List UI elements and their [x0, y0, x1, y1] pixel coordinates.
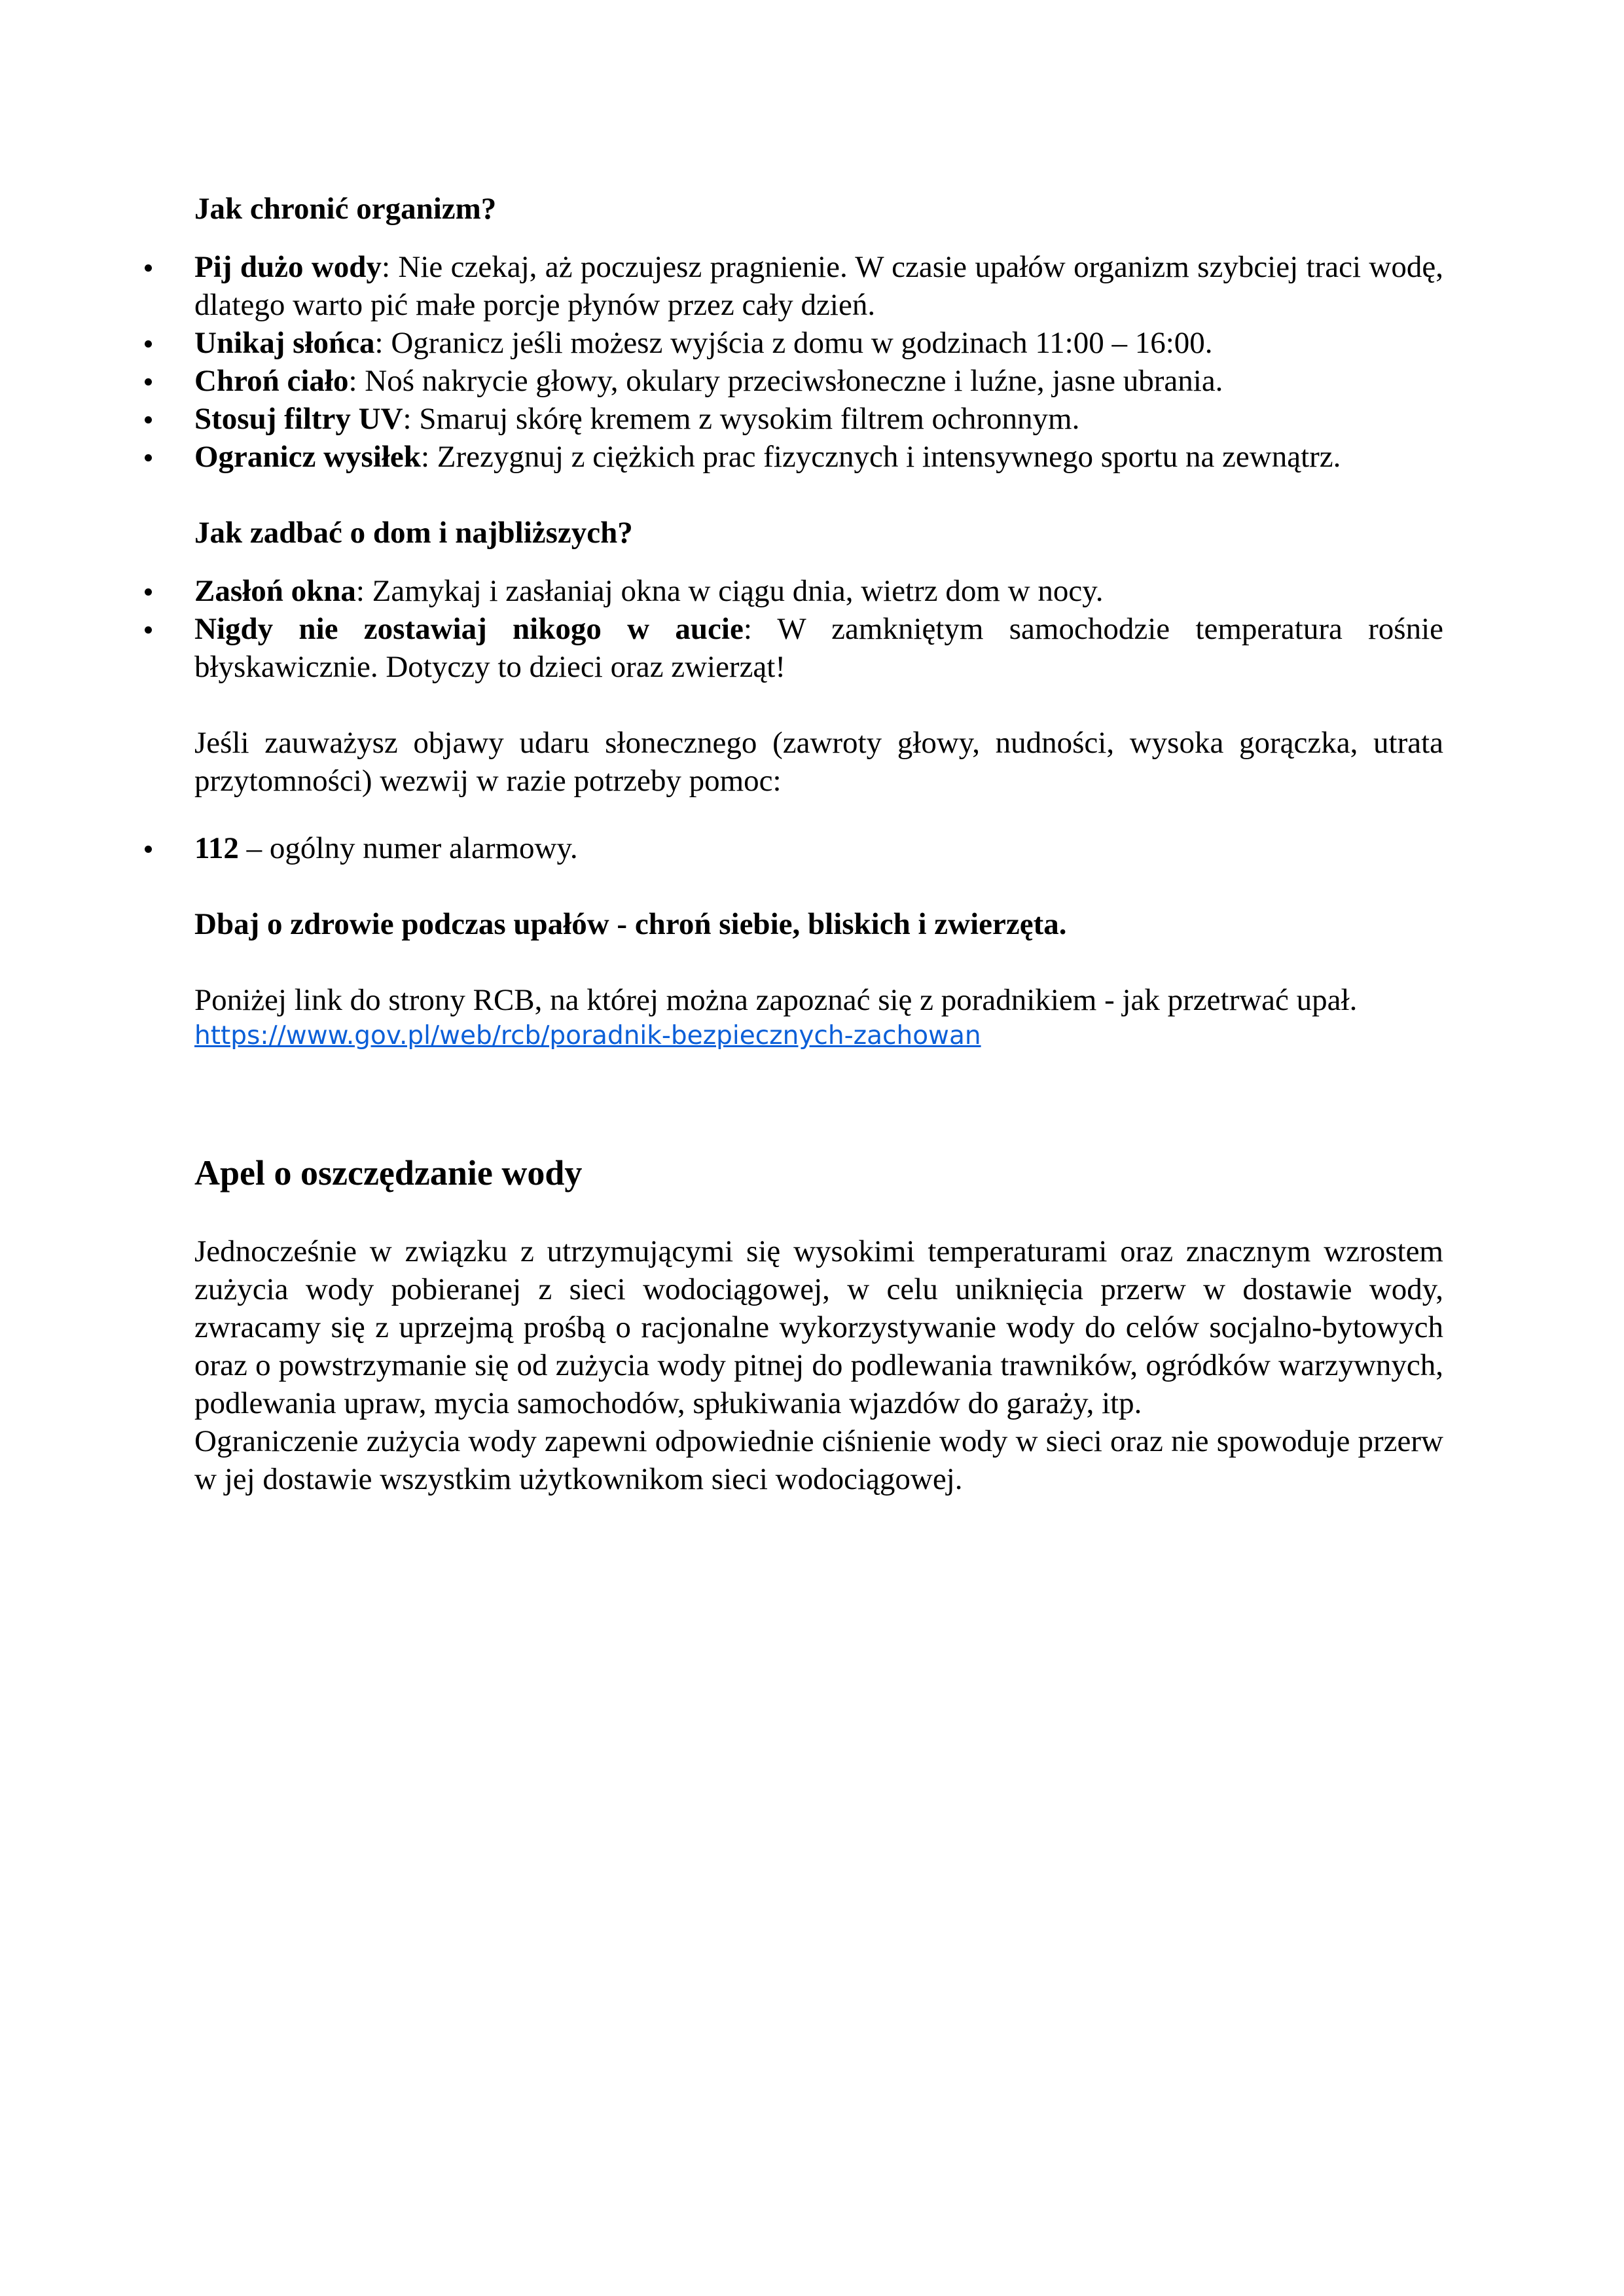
spacer — [194, 867, 1443, 905]
spacer — [194, 686, 1443, 724]
bullet-icon — [145, 378, 152, 386]
bullet-icon — [145, 340, 152, 348]
list-item: Zasłoń okna: Zamykaj i zasłaniaj okna w ciągu dnia, wietrz dom w nocy. — [194, 572, 1443, 610]
spacer — [194, 476, 1443, 514]
list-item: Nigdy nie zostawiaj nikogo w aucie: W zamkniętym samochodzie temperatura rośnie błyskawicznie. Dotyczy to dzieci oraz zwierząt! — [194, 610, 1443, 686]
bullet-icon — [145, 454, 152, 461]
list-emergency — [194, 829, 1443, 867]
bullet-icon — [145, 416, 152, 423]
bullet-icon — [145, 588, 152, 596]
list-item: Pij dużo wody: Nie czekaj, aż poczujesz pragnienie. W czasie upałów organizm szybciej traci wodę, dlatego warto pić małe porcje płynów przez cały dzień. — [194, 248, 1443, 324]
list-item: Stosuj filtry UV: Smaruj skórę kremem z wysokim filtrem ochronnym. — [194, 400, 1443, 438]
bullet-icon — [145, 264, 152, 272]
heading-protect-body: Jak chronić organizm? — [194, 192, 497, 226]
appeal-paragraph-2: Ograniczenie zużycia wody zapewni odpowiednie ciśnienie wody w sieci oraz nie spowoduje przerw w jej dostawie wszystkim użytkownikom sieci wodociągowej. — [194, 1424, 1443, 1496]
spacer — [194, 1053, 1443, 1151]
appeal-paragraph-1: Jednocześnie w związku z utrzymującymi się wysokimi temperaturami oraz znacznym wzrostem zużycia wody pobieranej z sieci wodociągowej, w celu uniknięcia przerw w dostawie wody, zwracamy się z uprzejmą prośbą o racjonalne wykorzystywanie wody do celów socjalno-bytowych oraz o powstrzymanie się od zużycia wody pitnej do podlewania trawników, ogródków warzywnych, podlewania upraw, mycia samochodów, spłukiwania wjazdów do garaży, itp. — [194, 1234, 1443, 1420]
spacer — [194, 800, 1443, 829]
appeal-title: Apel o oszczędzanie wody — [194, 1153, 583, 1193]
link-intro: Poniżej link do strony RCB, na której można zapoznać się z poradnikiem - jak przetrwać upał. — [194, 983, 1358, 1017]
list-home-family — [194, 572, 1443, 686]
list-item: Unikaj słońca: Ogranicz jeśli możesz wyjścia z domu w godzinach 11:00 – 16:00. — [194, 324, 1443, 362]
bullet-icon — [145, 626, 152, 634]
bullet-icon — [145, 846, 152, 853]
heading-home-family: Jak zadbać o dom i najbliższych? — [194, 516, 633, 550]
list-item: 112 – ogólny numer alarmowy. — [194, 829, 1443, 867]
document-body — [194, 190, 1443, 1498]
symptoms-paragraph: Jeśli zauważysz objawy udaru słonecznego (zawroty głowy, nudności, wysoka gorączka, utrata przytomności) wezwij w razie potrzeby pomoc: — [194, 726, 1443, 798]
list-item: Chroń ciało: Noś nakrycie głowy, okulary przeciwsłoneczne i luźne, jasne ubrania. — [194, 362, 1443, 400]
rcb-guide-link[interactable]: https://www.gov.pl/web/rcb/poradnik-bezpiecznych-zachowan — [194, 1021, 981, 1050]
spacer — [194, 943, 1443, 981]
spacer — [194, 1194, 1443, 1232]
list-protect-body — [194, 248, 1443, 476]
closing-bold-line: Dbaj o zdrowie podczas upałów - chroń siebie, bliskich i zwierzęta. — [194, 907, 1067, 941]
list-item: Ogranicz wysiłek: Zrezygnuj z ciężkich prac fizycznych i intensywnego sportu na zewnątrz. — [194, 438, 1443, 476]
